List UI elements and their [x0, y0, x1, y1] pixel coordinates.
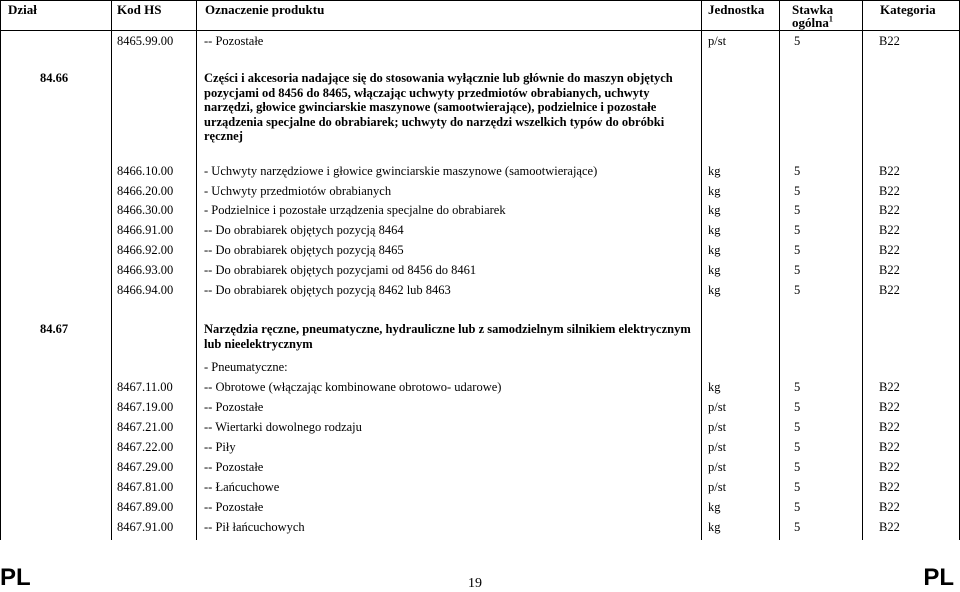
row-desc: -- Obrotowe (włączając kombinowane obrotowo- udarowe)	[204, 380, 502, 394]
header-kod-hs: Kod HS	[117, 2, 162, 17]
row-code: 8466.93.00	[117, 263, 174, 277]
row-category: B22	[879, 460, 900, 474]
row-category: B22	[879, 34, 900, 48]
row-category: B22	[879, 420, 900, 434]
column-divider	[0, 0, 1, 540]
row-rate: 5	[794, 380, 801, 394]
row-category: B22	[879, 500, 900, 514]
header-kategoria: Kategoria	[880, 2, 936, 17]
row-category: B22	[879, 263, 900, 277]
row-unit: kg	[708, 380, 721, 394]
row-rate: 5	[794, 164, 801, 178]
row-code: 8466.10.00	[117, 164, 174, 178]
footer-language-right: PL	[923, 564, 954, 591]
row-unit: p/st	[708, 460, 727, 474]
row-code: 8467.91.00	[117, 520, 174, 534]
row-rate: 5	[794, 460, 801, 474]
row-unit: kg	[708, 283, 721, 297]
row-category: B22	[879, 380, 900, 394]
row-code: 8466.91.00	[117, 223, 174, 237]
header-bottom-rule	[0, 30, 960, 31]
header-top-rule	[0, 0, 960, 1]
row-unit: p/st	[708, 400, 727, 414]
row-rate: 5	[794, 283, 801, 297]
row-unit: kg	[708, 500, 721, 514]
row-rate: 5	[794, 263, 801, 277]
row-code: 8466.20.00	[117, 184, 174, 198]
row-unit: kg	[708, 203, 721, 217]
section-heading-8466: 84.66	[40, 71, 69, 85]
header-jednostka: Jednostka	[708, 2, 765, 17]
row-rate: 5	[794, 400, 801, 414]
row-desc: -- Pozostałe	[204, 460, 264, 474]
row-rate: 5	[794, 480, 801, 494]
row-desc: -- Pił łańcuchowych	[204, 520, 305, 534]
column-divider	[701, 0, 702, 540]
row-rate: 5	[794, 243, 801, 257]
row-rate: 5	[794, 184, 801, 198]
row-code: 8466.30.00	[117, 203, 174, 217]
header-dzial: Dział	[8, 2, 37, 17]
row-desc: -- Do obrabiarek objętych pozycjami od 8456 do 8461	[204, 263, 477, 277]
row-code: 8466.94.00	[117, 283, 174, 297]
row-code: 8467.19.00	[117, 400, 174, 414]
row-desc: -- Do obrabiarek objętych pozycją 8465	[204, 243, 404, 257]
row-desc: -- Do obrabiarek objętych pozycją 8464	[204, 223, 404, 237]
row-category: B22	[879, 520, 900, 534]
footnote-mark: 1	[828, 14, 833, 24]
row-category: B22	[879, 283, 900, 297]
row-unit: kg	[708, 184, 721, 198]
section-description-8466: Części i akcesoria nadające się do stosowania wyłącznie lub głównie do maszyn objętych pozycjami od 8456 do 8465, włączając uchwyty przedmiotów obrabianych, uchwyty narzędzi, głowice gwinciarskie maszynowe (samootwierające), podzielnice i pozostałe urządzenia specjalne do obrabiarek; uchwyty do narzędzi wszelkich typów do obróbki ręcznej	[204, 71, 673, 143]
row-rate: 5	[794, 440, 801, 454]
row-unit: p/st	[708, 480, 727, 494]
row-rate: 5	[794, 223, 801, 237]
row-desc: -- Łańcuchowe	[204, 480, 280, 494]
section-heading-8467: 84.67	[40, 322, 69, 336]
row-desc: - Podzielnice i pozostałe urządzenia specjalne do obrabiarek	[204, 203, 506, 217]
column-divider	[111, 0, 112, 540]
row-code: 8467.81.00	[117, 480, 174, 494]
row-desc: -- Pozostałe	[204, 500, 264, 514]
row-desc: -- Wiertarki dowolnego rodzaju	[204, 420, 362, 434]
row-code: 8465.99.00	[117, 34, 174, 48]
section-description-8467: Narzędzia ręczne, pneumatyczne, hydrauliczne lub z samodzielnym silnikiem elektrycznym lub nieelektrycznym	[204, 322, 691, 351]
row-code: 8467.22.00	[117, 440, 174, 454]
footer-language-left: PL	[0, 564, 31, 591]
row-unit: p/st	[708, 34, 727, 48]
row-category: B22	[879, 164, 900, 178]
column-divider	[196, 0, 197, 540]
row-rate: 5	[794, 500, 801, 514]
row-code: 8467.89.00	[117, 500, 174, 514]
section-subheading-8467: - Pneumatyczne:	[204, 360, 288, 374]
column-divider	[862, 0, 863, 540]
header-stawka-line2	[792, 16, 833, 30]
row-unit: p/st	[708, 420, 727, 434]
column-divider	[779, 0, 780, 540]
row-category: B22	[879, 440, 900, 454]
header-oznaczenie: Oznaczenie produktu	[205, 2, 325, 17]
row-desc: -- Do obrabiarek objętych pozycją 8462 lub 8463	[204, 283, 451, 297]
row-desc: -- Pozostałe	[204, 400, 264, 414]
header-stawka: Stawka	[792, 2, 834, 17]
row-unit: p/st	[708, 440, 727, 454]
row-desc: - Uchwyty przedmiotów obrabianych	[204, 184, 392, 198]
row-category: B22	[879, 184, 900, 198]
header-stawka-ogolna: ogólna	[792, 15, 829, 30]
row-unit: kg	[708, 263, 721, 277]
row-desc: -- Piły	[204, 440, 236, 454]
row-unit: kg	[708, 164, 721, 178]
row-code: 8467.21.00	[117, 420, 174, 434]
row-unit: kg	[708, 520, 721, 534]
row-category: B22	[879, 243, 900, 257]
row-unit: kg	[708, 223, 721, 237]
row-category: B22	[879, 203, 900, 217]
page-number: 19	[468, 576, 482, 591]
row-rate: 5	[794, 203, 801, 217]
row-desc: -- Pozostałe	[204, 34, 264, 48]
row-code: 8466.92.00	[117, 243, 174, 257]
row-category: B22	[879, 223, 900, 237]
row-unit: kg	[708, 243, 721, 257]
row-rate: 5	[794, 520, 801, 534]
row-desc: - Uchwyty narzędziowe i głowice gwinciarskie maszynowe (samootwierające)	[204, 164, 598, 178]
row-rate: 5	[794, 420, 801, 434]
row-rate: 5	[794, 34, 801, 48]
row-code: 8467.29.00	[117, 460, 174, 474]
row-category: B22	[879, 400, 900, 414]
row-code: 8467.11.00	[117, 380, 173, 394]
row-category: B22	[879, 480, 900, 494]
